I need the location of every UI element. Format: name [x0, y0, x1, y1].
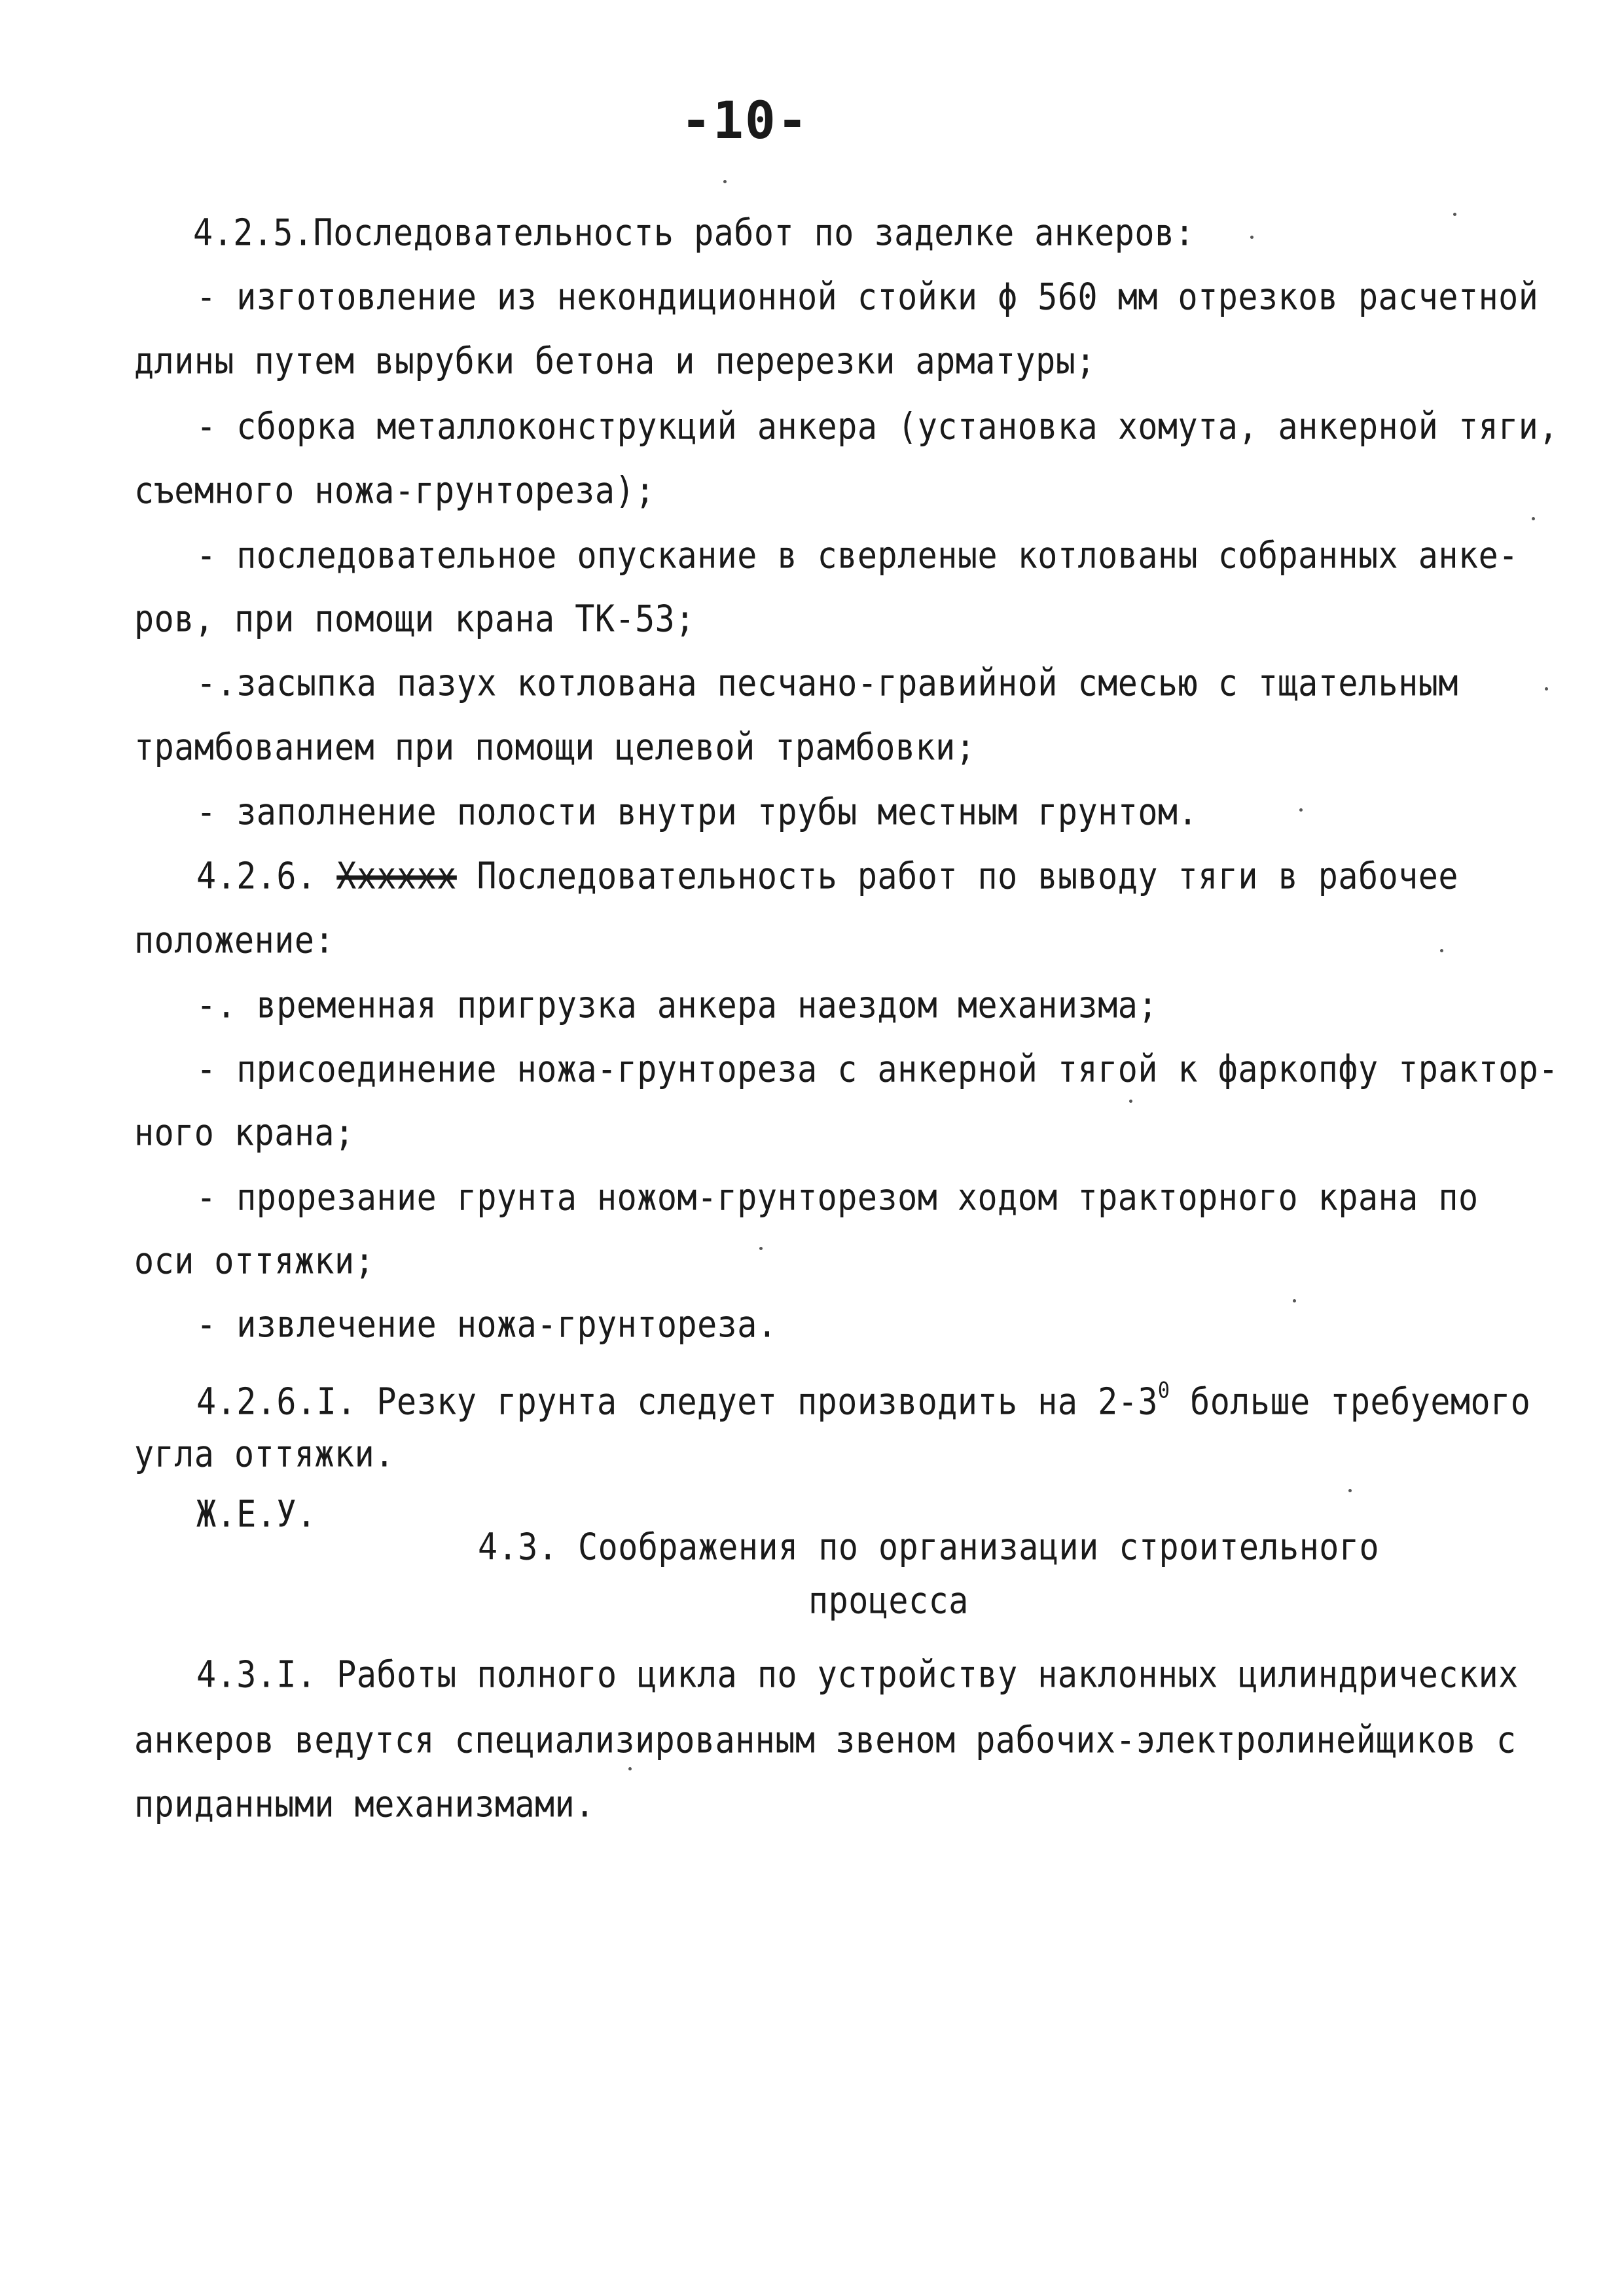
text-line: ного крана;	[134, 1111, 355, 1155]
text-line: - прорезание грунта ножом-грунторезом ходом тракторного крана по	[196, 1176, 1479, 1219]
text-line: - присоединение ножа-грунтореза с анкерной тягой к фаркопфу трактор-	[196, 1048, 1559, 1091]
section-4-2-6-heading	[196, 854, 1458, 898]
scan-speck	[1348, 1489, 1352, 1492]
degree-superscript: 0	[1157, 1378, 1170, 1404]
clause-text: 4.2.6.I. Резку грунта следует производить на 2-3	[196, 1380, 1158, 1423]
scan-speck	[1532, 517, 1535, 520]
text-line: ров, при помощи крана ТК-53;	[134, 598, 695, 641]
text-line: угла оттяжки.	[134, 1433, 395, 1476]
text-line: длины путем вырубки бетона и перерезки арматуры;	[134, 340, 1096, 383]
text-line: - сборка металлоконструкций анкера (установка хомута, анкерной тяги,	[196, 405, 1559, 448]
scan-speck	[1545, 687, 1548, 691]
scan-speck	[759, 1247, 763, 1250]
scan-speck	[1453, 213, 1456, 216]
section-4-2-5-heading: 4.2.5.Последовательность работ по заделке анкеров:	[193, 211, 1195, 255]
text-line: 4.3.I. Работы полного цикла по устройству наклонных цилиндрических	[196, 1653, 1519, 1696]
text-line: съемного ножа-грунтореза);	[134, 469, 655, 512]
text-line: - извлечение ножа-грунтореза.	[196, 1303, 778, 1346]
text-line: - заполнение полости внутри трубы местным грунтом.	[196, 791, 1199, 834]
scan-speck	[1293, 1299, 1296, 1302]
clause-number: 4.2.6.	[196, 855, 317, 898]
scan-speck	[1299, 808, 1303, 812]
scan-speck	[1129, 1100, 1132, 1103]
clause-text: больше требуемого	[1170, 1380, 1531, 1423]
struck-out-text: Xxxxxx	[336, 855, 457, 898]
text-line: -. временная пригрузка анкера наездом механизма;	[196, 984, 1158, 1027]
text-line: - изготовление из некондиционной стойки ϕ 560 мм отрезков расчетной	[196, 276, 1539, 319]
scan-speck	[628, 1767, 632, 1770]
scan-speck	[1440, 949, 1443, 952]
page-number: -10-	[681, 92, 809, 151]
section-4-3-title: 4.3. Соображения по организации строительного	[478, 1526, 1380, 1569]
text-line: - последовательное опускание в сверленые котлованы собранных анке-	[196, 534, 1519, 577]
text-line: приданными механизмами.	[134, 1783, 595, 1826]
text-line: трамбованием при помощи целевой трамбовки;	[134, 726, 976, 769]
text-line: оси оттяжки;	[134, 1240, 375, 1283]
section-4-3-title-cont: процесса	[808, 1579, 969, 1623]
text-line: -.засыпка пазух котлована песчано-гравийной смесью с тщательным	[196, 662, 1458, 705]
text-line: положение:	[134, 919, 335, 962]
initials-mark: Ж.Е.У.	[196, 1493, 317, 1536]
text-line: анкеров ведутся специализированным звеном рабочих-электролинейщиков с	[134, 1719, 1517, 1762]
scan-speck	[1250, 236, 1254, 239]
clause-text: Последовательность работ по выводу тяги в рабочее	[477, 855, 1458, 898]
clause-4-2-6-1	[196, 1369, 1530, 1424]
scan-speck	[723, 180, 727, 183]
